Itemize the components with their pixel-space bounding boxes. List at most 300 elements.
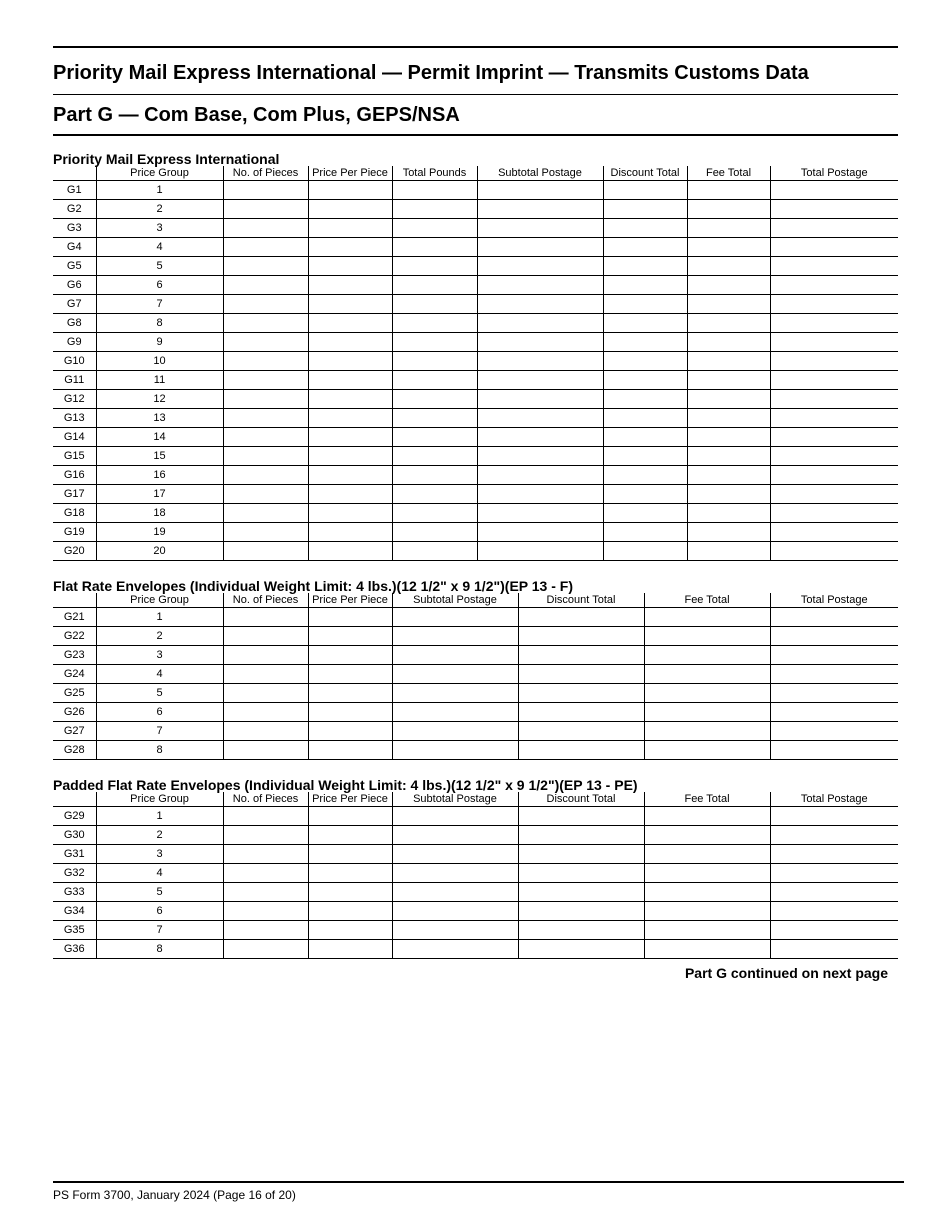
entry-cell[interactable]	[308, 428, 392, 447]
entry-cell[interactable]	[603, 200, 687, 219]
price-group-cell: 3	[96, 845, 223, 864]
entry-cell[interactable]	[603, 314, 687, 333]
entry-cell[interactable]	[308, 523, 392, 542]
entry-cell[interactable]	[308, 219, 392, 238]
entry-cell[interactable]	[392, 504, 477, 523]
entry-cell[interactable]	[603, 352, 687, 371]
entry-cell[interactable]	[518, 608, 644, 627]
entry-cell[interactable]	[687, 428, 770, 447]
entry-cell[interactable]	[392, 295, 477, 314]
entry-cell[interactable]	[687, 504, 770, 523]
entry-cell[interactable]	[603, 371, 687, 390]
entry-cell[interactable]	[392, 181, 477, 200]
entry-cell[interactable]	[223, 200, 308, 219]
section-title-flat-rate: Flat Rate Envelopes (Individual Weight Limit: 4 lbs.)(12 1/2" x 9 1/2")(EP 13 - F)	[53, 578, 573, 594]
column-header: Total Postage	[770, 792, 898, 807]
row-id: G35	[53, 921, 96, 940]
column-header: Subtotal Postage	[477, 166, 603, 181]
entry-cell[interactable]	[308, 200, 392, 219]
entry-cell[interactable]	[770, 523, 898, 542]
entry-cell[interactable]	[392, 390, 477, 409]
entry-cell[interactable]	[308, 722, 392, 741]
entry-cell[interactable]	[223, 807, 308, 826]
entry-cell[interactable]	[477, 276, 603, 295]
entry-cell[interactable]	[770, 276, 898, 295]
entry-cell[interactable]	[644, 646, 770, 665]
price-group-cell: 20	[96, 542, 223, 561]
entry-cell[interactable]	[770, 826, 898, 845]
entry-cell[interactable]	[308, 883, 392, 902]
entry-cell[interactable]	[223, 627, 308, 646]
entry-cell[interactable]	[223, 257, 308, 276]
entry-cell[interactable]	[392, 257, 477, 276]
entry-cell[interactable]	[392, 883, 518, 902]
entry-cell[interactable]	[223, 665, 308, 684]
table-row	[53, 646, 898, 665]
entry-cell[interactable]	[644, 826, 770, 845]
table-row	[53, 466, 898, 485]
entry-cell[interactable]	[223, 902, 308, 921]
row-id: G6	[53, 276, 96, 295]
column-header: Fee Total	[644, 792, 770, 807]
entry-cell[interactable]	[687, 371, 770, 390]
entry-cell[interactable]	[308, 295, 392, 314]
price-group-cell: 12	[96, 390, 223, 409]
column-header: Subtotal Postage	[392, 593, 518, 608]
entry-cell[interactable]	[518, 864, 644, 883]
entry-cell[interactable]	[770, 864, 898, 883]
table-row	[53, 608, 898, 627]
price-group-cell: 2	[96, 200, 223, 219]
entry-cell[interactable]	[392, 845, 518, 864]
entry-cell[interactable]	[770, 665, 898, 684]
entry-cell[interactable]	[392, 352, 477, 371]
entry-cell[interactable]	[518, 883, 644, 902]
price-group-cell: 7	[96, 722, 223, 741]
entry-cell[interactable]	[770, 684, 898, 703]
entry-cell[interactable]	[687, 181, 770, 200]
entry-cell[interactable]	[392, 807, 518, 826]
price-group-cell: 19	[96, 523, 223, 542]
entry-cell[interactable]	[477, 428, 603, 447]
entry-cell[interactable]	[687, 257, 770, 276]
entry-cell[interactable]	[770, 390, 898, 409]
row-id: G31	[53, 845, 96, 864]
entry-cell[interactable]	[308, 485, 392, 504]
entry-cell[interactable]	[308, 665, 392, 684]
entry-cell[interactable]	[223, 523, 308, 542]
entry-cell[interactable]	[770, 940, 898, 959]
entry-cell[interactable]	[223, 845, 308, 864]
entry-cell[interactable]	[223, 940, 308, 959]
entry-cell[interactable]	[770, 371, 898, 390]
entry-cell[interactable]	[477, 314, 603, 333]
entry-cell[interactable]	[392, 542, 477, 561]
table-row	[53, 864, 898, 883]
column-header: No. of Pieces	[223, 792, 308, 807]
entry-cell[interactable]	[687, 447, 770, 466]
row-id: G28	[53, 741, 96, 760]
entry-cell[interactable]	[223, 921, 308, 940]
entry-cell[interactable]	[477, 542, 603, 561]
entry-cell[interactable]	[223, 542, 308, 561]
entry-cell[interactable]	[223, 485, 308, 504]
price-group-cell: 4	[96, 238, 223, 257]
entry-cell[interactable]	[770, 921, 898, 940]
entry-cell[interactable]	[392, 466, 477, 485]
entry-cell[interactable]	[644, 883, 770, 902]
entry-cell[interactable]	[603, 447, 687, 466]
entry-cell[interactable]	[603, 333, 687, 352]
entry-cell[interactable]	[477, 485, 603, 504]
entry-cell[interactable]	[308, 504, 392, 523]
entry-cell[interactable]	[687, 219, 770, 238]
entry-cell[interactable]	[518, 684, 644, 703]
entry-cell[interactable]	[477, 523, 603, 542]
price-group-cell: 4	[96, 665, 223, 684]
table-row	[53, 703, 898, 722]
entry-cell[interactable]	[308, 181, 392, 200]
entry-cell[interactable]	[603, 485, 687, 504]
entry-cell[interactable]	[392, 314, 477, 333]
entry-cell[interactable]	[770, 219, 898, 238]
entry-cell[interactable]	[603, 276, 687, 295]
price-group-cell: 8	[96, 940, 223, 959]
entry-cell[interactable]	[644, 807, 770, 826]
entry-cell[interactable]	[770, 703, 898, 722]
entry-cell[interactable]	[603, 181, 687, 200]
entry-cell[interactable]	[308, 352, 392, 371]
entry-cell[interactable]	[603, 238, 687, 257]
entry-cell[interactable]	[687, 238, 770, 257]
column-header: Total Postage	[770, 593, 898, 608]
row-id-header	[53, 593, 96, 608]
entry-cell[interactable]	[308, 333, 392, 352]
entry-cell[interactable]	[770, 807, 898, 826]
entry-cell[interactable]	[392, 826, 518, 845]
form-footer: PS Form 3700, January 2024 (Page 16 of 20)	[53, 1181, 904, 1202]
entry-cell[interactable]	[308, 684, 392, 703]
entry-cell[interactable]	[477, 181, 603, 200]
entry-cell[interactable]	[392, 219, 477, 238]
entry-cell[interactable]	[223, 352, 308, 371]
entry-cell[interactable]	[223, 722, 308, 741]
entry-cell[interactable]	[308, 238, 392, 257]
entry-cell[interactable]	[770, 845, 898, 864]
entry-cell[interactable]	[770, 722, 898, 741]
entry-cell[interactable]	[392, 428, 477, 447]
entry-cell[interactable]	[603, 504, 687, 523]
entry-cell[interactable]	[770, 200, 898, 219]
entry-cell[interactable]	[308, 608, 392, 627]
entry-cell[interactable]	[308, 466, 392, 485]
entry-cell[interactable]	[644, 665, 770, 684]
entry-cell[interactable]	[687, 276, 770, 295]
entry-cell[interactable]	[603, 219, 687, 238]
price-group-cell: 14	[96, 428, 223, 447]
entry-cell[interactable]	[392, 741, 518, 760]
entry-cell[interactable]	[392, 627, 518, 646]
entry-cell[interactable]	[308, 276, 392, 295]
entry-cell[interactable]	[687, 352, 770, 371]
entry-cell[interactable]	[770, 741, 898, 760]
row-id: G25	[53, 684, 96, 703]
column-header: Price Per Piece	[308, 593, 392, 608]
entry-cell[interactable]	[392, 722, 518, 741]
entry-cell[interactable]	[392, 921, 518, 940]
entry-cell[interactable]	[223, 504, 308, 523]
entry-cell[interactable]	[518, 826, 644, 845]
table-row	[53, 485, 898, 504]
entry-cell[interactable]	[392, 371, 477, 390]
entry-cell[interactable]	[644, 902, 770, 921]
entry-cell[interactable]	[308, 314, 392, 333]
entry-cell[interactable]	[392, 276, 477, 295]
entry-cell[interactable]	[770, 257, 898, 276]
entry-cell[interactable]	[392, 608, 518, 627]
table-row	[53, 295, 898, 314]
entry-cell[interactable]	[770, 466, 898, 485]
entry-cell[interactable]	[223, 703, 308, 722]
entry-cell[interactable]	[223, 314, 308, 333]
column-header: Price Group	[96, 166, 223, 181]
entry-cell[interactable]	[392, 200, 477, 219]
entry-cell[interactable]	[477, 371, 603, 390]
entry-cell[interactable]	[223, 371, 308, 390]
column-header: Price Group	[96, 593, 223, 608]
entry-cell[interactable]	[518, 665, 644, 684]
table-row	[53, 542, 898, 561]
entry-cell[interactable]	[477, 238, 603, 257]
entry-cell[interactable]	[223, 295, 308, 314]
entry-cell[interactable]	[223, 883, 308, 902]
entry-cell[interactable]	[392, 902, 518, 921]
entry-cell[interactable]	[308, 542, 392, 561]
column-header: No. of Pieces	[223, 593, 308, 608]
entry-cell[interactable]	[308, 371, 392, 390]
entry-cell[interactable]	[770, 447, 898, 466]
entry-cell[interactable]	[477, 504, 603, 523]
entry-cell[interactable]	[687, 485, 770, 504]
entry-cell[interactable]	[644, 608, 770, 627]
entry-cell[interactable]	[644, 722, 770, 741]
entry-cell[interactable]	[603, 409, 687, 428]
entry-cell[interactable]	[392, 684, 518, 703]
entry-cell[interactable]	[518, 646, 644, 665]
entry-cell[interactable]	[687, 333, 770, 352]
entry-cell[interactable]	[308, 940, 392, 959]
entry-cell[interactable]	[223, 684, 308, 703]
entry-cell[interactable]	[477, 333, 603, 352]
entry-cell[interactable]	[392, 646, 518, 665]
table-row	[53, 722, 898, 741]
entry-cell[interactable]	[223, 447, 308, 466]
entry-cell[interactable]	[308, 627, 392, 646]
row-id: G22	[53, 627, 96, 646]
entry-cell[interactable]	[477, 295, 603, 314]
entry-cell[interactable]	[518, 921, 644, 940]
entry-cell[interactable]	[392, 333, 477, 352]
table-row	[53, 352, 898, 371]
entry-cell[interactable]	[308, 921, 392, 940]
entry-cell[interactable]	[477, 352, 603, 371]
entry-cell[interactable]	[687, 523, 770, 542]
entry-cell[interactable]	[308, 864, 392, 883]
entry-cell[interactable]	[223, 826, 308, 845]
entry-cell[interactable]	[308, 807, 392, 826]
entry-cell[interactable]	[644, 864, 770, 883]
entry-cell[interactable]	[223, 428, 308, 447]
entry-cell[interactable]	[308, 646, 392, 665]
entry-cell[interactable]	[770, 883, 898, 902]
entry-cell[interactable]	[644, 627, 770, 646]
table-row	[53, 523, 898, 542]
entry-cell[interactable]	[770, 238, 898, 257]
column-header: Price Per Piece	[308, 792, 392, 807]
entry-cell[interactable]	[603, 428, 687, 447]
entry-cell[interactable]	[308, 409, 392, 428]
entry-cell[interactable]	[308, 390, 392, 409]
entry-cell[interactable]	[603, 523, 687, 542]
entry-cell[interactable]	[687, 409, 770, 428]
entry-cell[interactable]	[477, 390, 603, 409]
entry-cell[interactable]	[770, 352, 898, 371]
entry-cell[interactable]	[392, 238, 477, 257]
entry-cell[interactable]	[223, 238, 308, 257]
row-id: G12	[53, 390, 96, 409]
entry-cell[interactable]	[308, 447, 392, 466]
entry-cell[interactable]	[392, 523, 477, 542]
entry-cell[interactable]	[770, 409, 898, 428]
price-group-cell: 7	[96, 295, 223, 314]
entry-cell[interactable]	[223, 466, 308, 485]
table-row	[53, 200, 898, 219]
column-header: Price Per Piece	[308, 166, 392, 181]
entry-cell[interactable]	[687, 314, 770, 333]
entry-cell[interactable]	[603, 542, 687, 561]
entry-cell[interactable]	[644, 684, 770, 703]
row-id: G8	[53, 314, 96, 333]
entry-cell[interactable]	[770, 542, 898, 561]
entry-cell[interactable]	[770, 646, 898, 665]
entry-cell[interactable]	[308, 741, 392, 760]
row-id: G4	[53, 238, 96, 257]
entry-cell[interactable]	[770, 181, 898, 200]
entry-cell[interactable]	[223, 741, 308, 760]
entry-cell[interactable]	[518, 627, 644, 646]
entry-cell[interactable]	[644, 741, 770, 760]
entry-cell[interactable]	[770, 485, 898, 504]
row-id: G21	[53, 608, 96, 627]
table-row	[53, 883, 898, 902]
entry-cell[interactable]	[223, 219, 308, 238]
entry-cell[interactable]	[518, 807, 644, 826]
entry-cell[interactable]	[477, 447, 603, 466]
entry-cell[interactable]	[392, 703, 518, 722]
entry-cell[interactable]	[392, 665, 518, 684]
entry-cell[interactable]	[770, 314, 898, 333]
entry-cell[interactable]	[770, 428, 898, 447]
row-id: G30	[53, 826, 96, 845]
entry-cell[interactable]	[223, 181, 308, 200]
entry-cell[interactable]	[477, 219, 603, 238]
entry-cell[interactable]	[518, 703, 644, 722]
entry-cell[interactable]	[687, 542, 770, 561]
entry-cell[interactable]	[770, 504, 898, 523]
entry-cell[interactable]	[687, 200, 770, 219]
entry-cell[interactable]	[644, 940, 770, 959]
table-row	[53, 504, 898, 523]
row-id: G15	[53, 447, 96, 466]
price-group-cell: 13	[96, 409, 223, 428]
page-title: Priority Mail Express International — Permit Imprint — Transmits Customs Data	[53, 48, 898, 95]
entry-cell[interactable]	[770, 627, 898, 646]
column-header: Price Group	[96, 792, 223, 807]
entry-cell[interactable]	[518, 722, 644, 741]
entry-cell[interactable]	[644, 703, 770, 722]
table-row	[53, 390, 898, 409]
entry-cell[interactable]	[518, 845, 644, 864]
entry-cell[interactable]	[603, 466, 687, 485]
entry-cell[interactable]	[687, 466, 770, 485]
entry-cell[interactable]	[477, 409, 603, 428]
entry-cell[interactable]	[518, 902, 644, 921]
price-group-cell: 1	[96, 807, 223, 826]
price-group-cell: 8	[96, 314, 223, 333]
entry-cell[interactable]	[392, 940, 518, 959]
entry-cell[interactable]	[687, 390, 770, 409]
entry-cell[interactable]	[477, 466, 603, 485]
entry-cell[interactable]	[308, 902, 392, 921]
entry-cell[interactable]	[770, 902, 898, 921]
entry-cell[interactable]	[223, 390, 308, 409]
entry-cell[interactable]	[518, 741, 644, 760]
entry-cell[interactable]	[223, 409, 308, 428]
entry-cell[interactable]	[392, 485, 477, 504]
entry-cell[interactable]	[770, 608, 898, 627]
entry-cell[interactable]	[603, 390, 687, 409]
entry-cell[interactable]	[308, 826, 392, 845]
table-row	[53, 940, 898, 959]
entry-cell[interactable]	[223, 864, 308, 883]
entry-cell[interactable]	[392, 447, 477, 466]
entry-cell[interactable]	[223, 646, 308, 665]
entry-cell[interactable]	[644, 921, 770, 940]
entry-cell[interactable]	[223, 333, 308, 352]
entry-cell[interactable]	[308, 703, 392, 722]
entry-cell[interactable]	[518, 940, 644, 959]
entry-cell[interactable]	[308, 257, 392, 276]
entry-cell[interactable]	[770, 333, 898, 352]
price-group-cell: 4	[96, 864, 223, 883]
entry-cell[interactable]	[603, 257, 687, 276]
entry-cell[interactable]	[392, 409, 477, 428]
entry-cell[interactable]	[603, 295, 687, 314]
entry-cell[interactable]	[687, 295, 770, 314]
entry-cell[interactable]	[223, 608, 308, 627]
table-row	[53, 238, 898, 257]
entry-cell[interactable]	[477, 257, 603, 276]
entry-cell[interactable]	[477, 200, 603, 219]
entry-cell[interactable]	[770, 295, 898, 314]
entry-cell[interactable]	[308, 845, 392, 864]
price-group-cell: 18	[96, 504, 223, 523]
entry-cell[interactable]	[392, 864, 518, 883]
entry-cell[interactable]	[644, 845, 770, 864]
continued-note: Part G continued on next page	[684, 965, 888, 981]
entry-cell[interactable]	[223, 276, 308, 295]
pmei-table	[53, 166, 898, 561]
